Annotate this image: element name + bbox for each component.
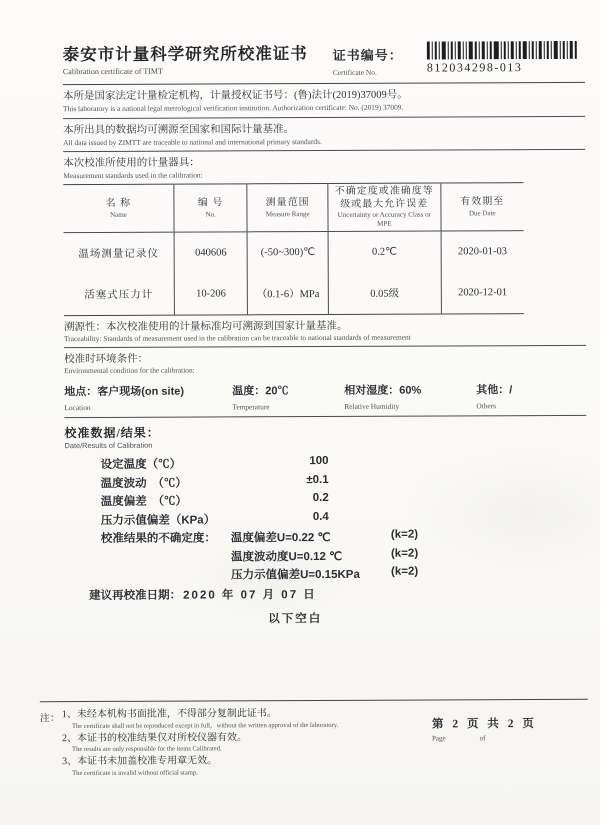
- result-row-temp-fluctuation: 温度波动 （℃） ±0.1: [100, 473, 329, 490]
- recalibration-date-row: 建议再校准日期： 2020 年 07 月 07 日: [89, 589, 317, 603]
- page-title: 泰安市计量科学研究所校准证书: [62, 45, 308, 65]
- cell-range: （0.1-6）MPa: [248, 273, 329, 315]
- statement-traceable: [63, 116, 585, 152]
- page-en-label: Page: [431, 734, 446, 743]
- statement-en: This laboratory is a national legal metrological verification institution. Authorization certificate: No. (2019) 37009.: [63, 103, 404, 114]
- env-temperature: 温度：20℃ Temperature: [232, 384, 289, 412]
- footer-note-1: 1、未经本机构书面批准，不得部分复制此证书。 The certificate shall not be reproduced except in full，without the written approval of the laboratory.: [61, 708, 339, 730]
- statement-cn: 本次校准所使用的计量器具：: [63, 157, 200, 170]
- certificate-no-block: [427, 39, 585, 76]
- barcode-icon: [427, 41, 579, 60]
- environment-values-row: [64, 380, 586, 412]
- col-due-date: 有效期至 Due Date: [441, 183, 524, 231]
- certificate-footer: [40, 699, 588, 781]
- page-number: 第 2 页 共 2 页: [431, 718, 537, 731]
- environment-title: 校准时环境条件：: [64, 354, 149, 366]
- standards-table-header-row: [63, 183, 523, 233]
- col-range: 测量范围 Measure Range: [247, 184, 328, 232]
- uncertainty-row-3: 压力示值偏差U=0.15KPa (k=2): [231, 565, 419, 582]
- env-location: 地点：客户现场(on site) Location: [64, 385, 185, 412]
- certificate-no-label-block: [333, 40, 427, 78]
- environment-section: [64, 346, 586, 418]
- standards-table: [63, 183, 524, 317]
- notes-label: 注：: [39, 713, 60, 725]
- certificate-no-label-en: Certificate No.: [332, 67, 377, 77]
- page-title-en: Calibration certificate of TIMT: [62, 66, 163, 77]
- results-title: 校准数据/结果：: [64, 425, 160, 441]
- results-title-en: Date/Results of Calibration: [64, 440, 153, 451]
- certificate-number: 812034298-013: [426, 60, 523, 75]
- statement-en: All data issued by ZIMTT are traceable to national and international primary standards.: [63, 136, 322, 147]
- result-row-temp-deviation: 温度偏差 （℃） 0.2: [100, 492, 329, 509]
- statement-cn: 本所出具的数据均可溯源至国家和国际计量基准。: [63, 123, 295, 136]
- table-row: [64, 272, 524, 316]
- results-section: [64, 416, 587, 628]
- result-row-pressure-deviation: 压力示值偏差（KPa） 0.4: [100, 510, 329, 527]
- cell-due-date: 2020-01-03: [441, 231, 524, 273]
- blank-below-note: 以下空白: [268, 613, 323, 626]
- cell-uncertainty: 0.2℃: [328, 231, 441, 273]
- col-no: 编 号 No.: [174, 184, 248, 232]
- footer-note-2: 2、本证书的校准结果仅对所校仪器有效。 The results are only responsible for the items Calibrated.: [61, 732, 248, 754]
- header-title-block: [63, 40, 333, 76]
- env-others: 其他：/ Others: [476, 383, 513, 410]
- footer-note-3: 3、本证书未加盖校准专用章无效。 The certificate is invalid without official stamp.: [62, 755, 218, 778]
- statement-cn: 本所是国家法定计量检定机构，计量授权证书号：(鲁)法计(2019)37009号。: [62, 89, 408, 103]
- cell-name: 活塞式压力计: [84, 289, 154, 301]
- cell-name: 温场测量记录仪: [78, 248, 159, 260]
- of-en-label: of: [479, 734, 486, 743]
- cell-range: (-50~300)℃: [248, 231, 329, 273]
- footer-notes: [40, 707, 432, 780]
- statement-en: Measurement standards used in the calibration:: [63, 170, 203, 181]
- traceability-en: Traceability: Standards of measurement used in the calibration can be traceable to national standards of measurement: [64, 332, 411, 344]
- col-uncertainty: 不确定度或准确度等级或最大允许误差 Uncertainty or Accuracy Class or MPE: [328, 183, 441, 231]
- col-name: 名 称 Name: [105, 197, 132, 219]
- traceability-statement: [64, 314, 586, 349]
- statement-authorization: [63, 83, 585, 119]
- cell-uncertainty: 0.05级: [328, 272, 441, 314]
- table-row: [64, 231, 524, 275]
- page-number-block: [432, 707, 537, 779]
- uncertainty-row-2: 温度波动度U=0.12 ℃ (k=2): [230, 547, 419, 564]
- env-humidity: 相对湿度：60% Relative Humidity: [344, 384, 422, 411]
- certificate-header: [63, 39, 585, 86]
- certificate-no-label: 证书编号：: [332, 47, 403, 63]
- uncertainty-row-1: 校准结果的不确定度： 温度偏差U=0.22 ℃ (k=2): [100, 528, 419, 546]
- statement-instruments: [63, 150, 585, 185]
- cell-no: 10-206: [174, 273, 248, 315]
- environment-title-en: Environmental condition for the calibration:: [64, 365, 195, 376]
- traceability-cn: 溯源性：本次校准使用的计量标准均可溯源到国家计量基准。: [63, 320, 348, 334]
- cell-due-date: 2020-12-01: [441, 272, 524, 314]
- result-row-set-temp: 设定温度（℃） 100: [100, 455, 329, 472]
- cell-no: 040606: [174, 232, 248, 274]
